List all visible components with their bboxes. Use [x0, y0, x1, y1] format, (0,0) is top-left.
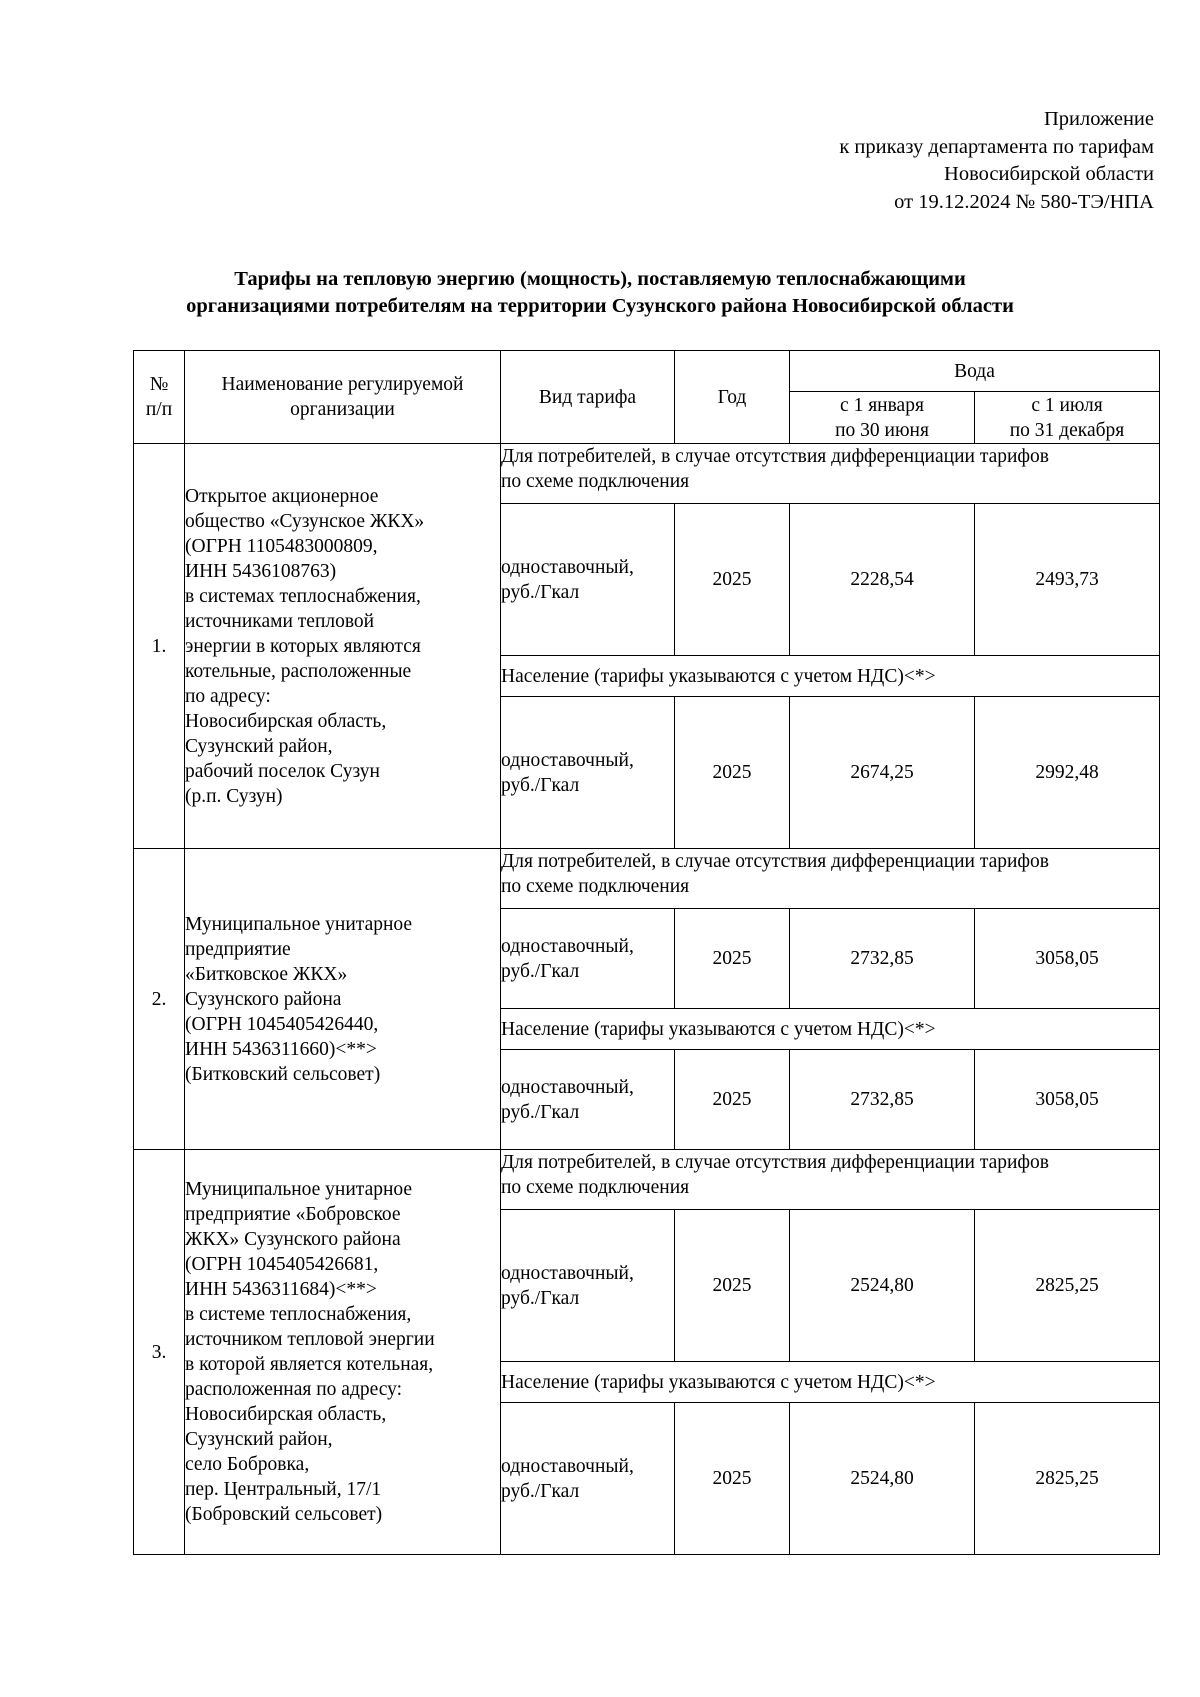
tariff-type: одноставочный, руб./Гкал: [501, 1403, 675, 1555]
table-row: [134, 1150, 1160, 1210]
row-number: 2.: [134, 849, 185, 1150]
tariff-value-second-half: 2992,48: [975, 697, 1160, 849]
organization-name: Открытое акционерное общество «Сузунское ЖКХ» (ОГРН 1105483000809, ИНН 5436108763) в системах теплоснабжения, источниками тепловой энергии в которых являются котельные, расположенные по адресу: Новосибирская область, Сузунский район, рабочий поселок Сузун (р.п. Сузун): [185, 444, 501, 849]
tariff-value-first-half: 2524,80: [790, 1210, 975, 1362]
appendix-line: к приказу департамента по тарифам: [839, 135, 1154, 158]
header-water: Вода: [790, 351, 1160, 392]
tariff-year: 2025: [675, 909, 790, 1009]
tariff-type: одноставочный, руб./Гкал: [501, 504, 675, 656]
tariff-type: одноставочный, руб./Гкал: [501, 1210, 675, 1362]
organization-name: Муниципальное унитарное предприятие «Бобровское ЖКХ» Сузунского района (ОГРН 1045405426681, ИНН 5436311684)<**> в системе теплоснабжения, источником тепловой энергии в которой является котельная, расположенная по адресу: Новосибирская область, Сузунский район, село Бобровка, пер. Центральный, 17/1 (Бобровский сельсовет): [185, 1150, 501, 1555]
tariff-value-second-half: 2825,25: [975, 1210, 1160, 1362]
header-tariff-type: Вид тарифа: [501, 351, 675, 444]
organization-name: Муниципальное унитарное предприятие «Битковское ЖКХ» Сузунского района (ОГРН 1045405426440, ИНН 5436311660)<**> (Битковский сельсовет): [185, 849, 501, 1150]
population-subheader: Население (тарифы указываются с учетом НДС)<*>: [501, 656, 1160, 697]
tariff-type: одноставочный, руб./Гкал: [501, 909, 675, 1009]
tariff-value-second-half: 2493,73: [975, 504, 1160, 656]
tariff-year: 2025: [675, 1210, 790, 1362]
tariff-value-second-half: 3058,05: [975, 1050, 1160, 1150]
tariff-value-first-half: 2732,85: [790, 909, 975, 1009]
table-row: [134, 849, 1160, 909]
tariff-year: 2025: [675, 697, 790, 849]
population-subheader: Население (тарифы указываются с учетом НДС)<*>: [501, 1362, 1160, 1403]
appendix-block: [839, 106, 1154, 216]
row-number: 3.: [134, 1150, 185, 1555]
tariff-value-second-half: 3058,05: [975, 909, 1160, 1009]
header-organization: Наименование регулируемой организации: [185, 351, 501, 444]
tariff-value-first-half: 2674,25: [790, 697, 975, 849]
tariff-year: 2025: [675, 504, 790, 656]
header-year: Год: [675, 351, 790, 444]
appendix-order-number: от 19.12.2024 № 580-ТЭ/НПА: [894, 190, 1154, 213]
tariff-value-second-half: 2825,25: [975, 1403, 1160, 1555]
consumers-subheader: Для потребителей, в случае отсутствия дифференциации тарифов по схеме подключения: [501, 1150, 1160, 1210]
document-title: [120, 266, 1080, 320]
header-period-first-half: с 1 января по 30 июня: [790, 392, 975, 444]
population-subheader: Население (тарифы указываются с учетом НДС)<*>: [501, 1009, 1160, 1050]
header-period-second-half: с 1 июля по 31 декабря: [975, 392, 1160, 444]
consumers-subheader: Для потребителей, в случае отсутствия дифференциации тарифов по схеме подключения: [501, 849, 1160, 909]
appendix-line: Новосибирской области: [944, 163, 1154, 185]
tariff-value-first-half: 2228,54: [790, 504, 975, 656]
table-row: [134, 444, 1160, 504]
appendix-line: Приложение: [1043, 108, 1154, 130]
tariff-type: одноставочный, руб./Гкал: [501, 697, 675, 849]
tariff-table: [133, 350, 1160, 1555]
tariff-value-first-half: 2524,80: [790, 1403, 975, 1555]
row-number: 1.: [134, 444, 185, 849]
tariff-value-first-half: 2732,85: [790, 1050, 975, 1150]
tariff-year: 2025: [675, 1403, 790, 1555]
header-number: № п/п: [134, 351, 185, 444]
table-header-row: [134, 351, 1160, 392]
tariff-type: одноставочный, руб./Гкал: [501, 1050, 675, 1150]
title-line: Тарифы на тепловую энергию (мощность), поставляемую теплоснабжающими: [234, 268, 966, 290]
tariff-year: 2025: [675, 1050, 790, 1150]
title-line: организациями потребителям на территории Сузунского района Новосибирской области: [186, 295, 1014, 317]
consumers-subheader: Для потребителей, в случае отсутствия дифференциации тарифов по схеме подключения: [501, 444, 1160, 504]
